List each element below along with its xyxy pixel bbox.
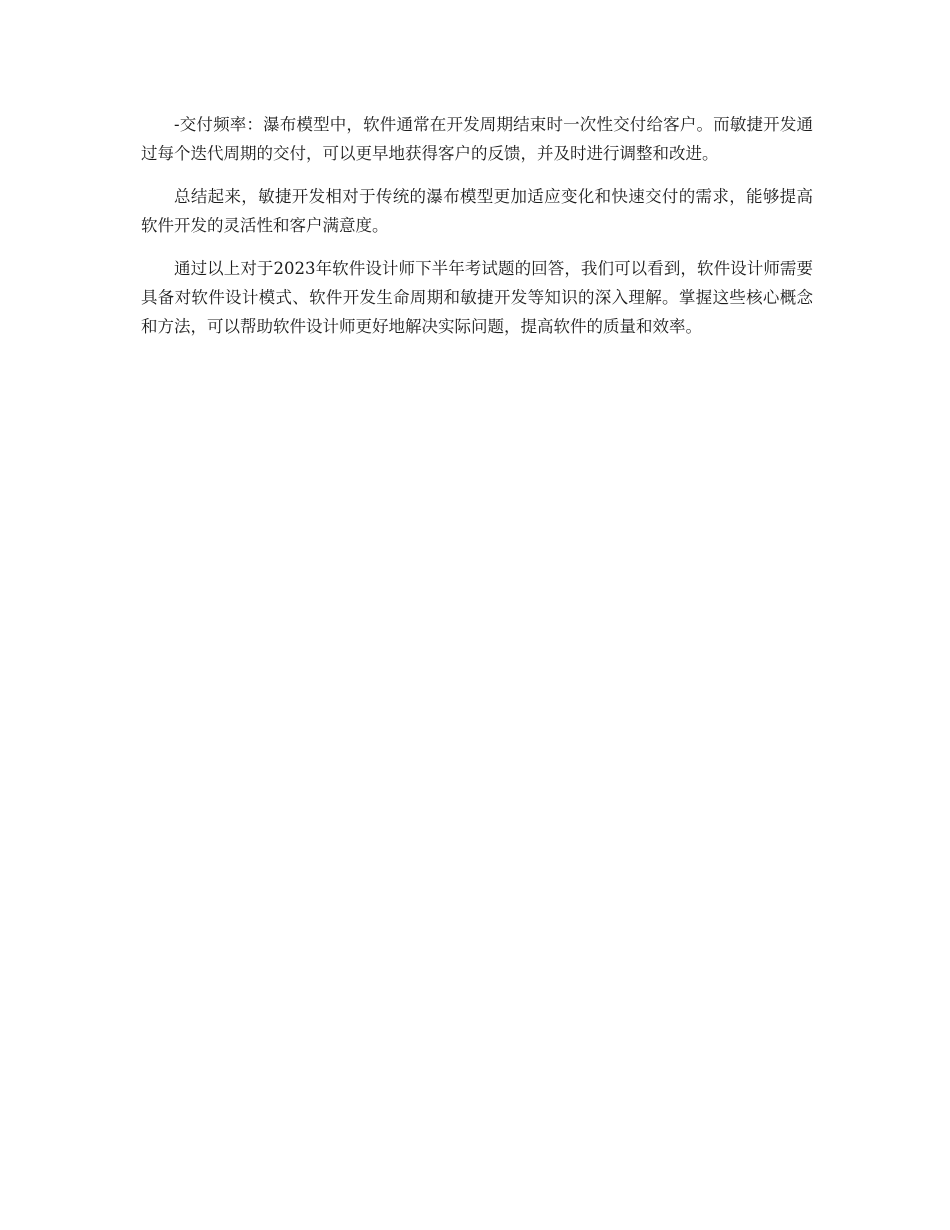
paragraph-summary: 总结起来，敏捷开发相对于传统的瀑布模型更加适应变化和快速交付的需求，能够提高软件开发的灵活性和客户满意度。 [141,187,813,235]
paragraph-delivery-frequency: -交付频率：瀑布模型中，软件通常在开发周期结束时一次性交付给客户。而敏捷开发通过每个迭代周期的交付，可以更早地获得客户的反馈，并及时进行调整和改进。 [141,115,813,163]
document-body [141,110,813,355]
paragraph-conclusion: 通过以上对于2023年软件设计师下半年考试题的回答，我们可以看到，软件设计师需要具备对软件设计模式、软件开发生命周期和敏捷开发等知识的深入理解。掌握这些核心概念和方法，可以帮助软件设计师更好地解决实际问题，提高软件的质量和效率。 [141,259,813,336]
